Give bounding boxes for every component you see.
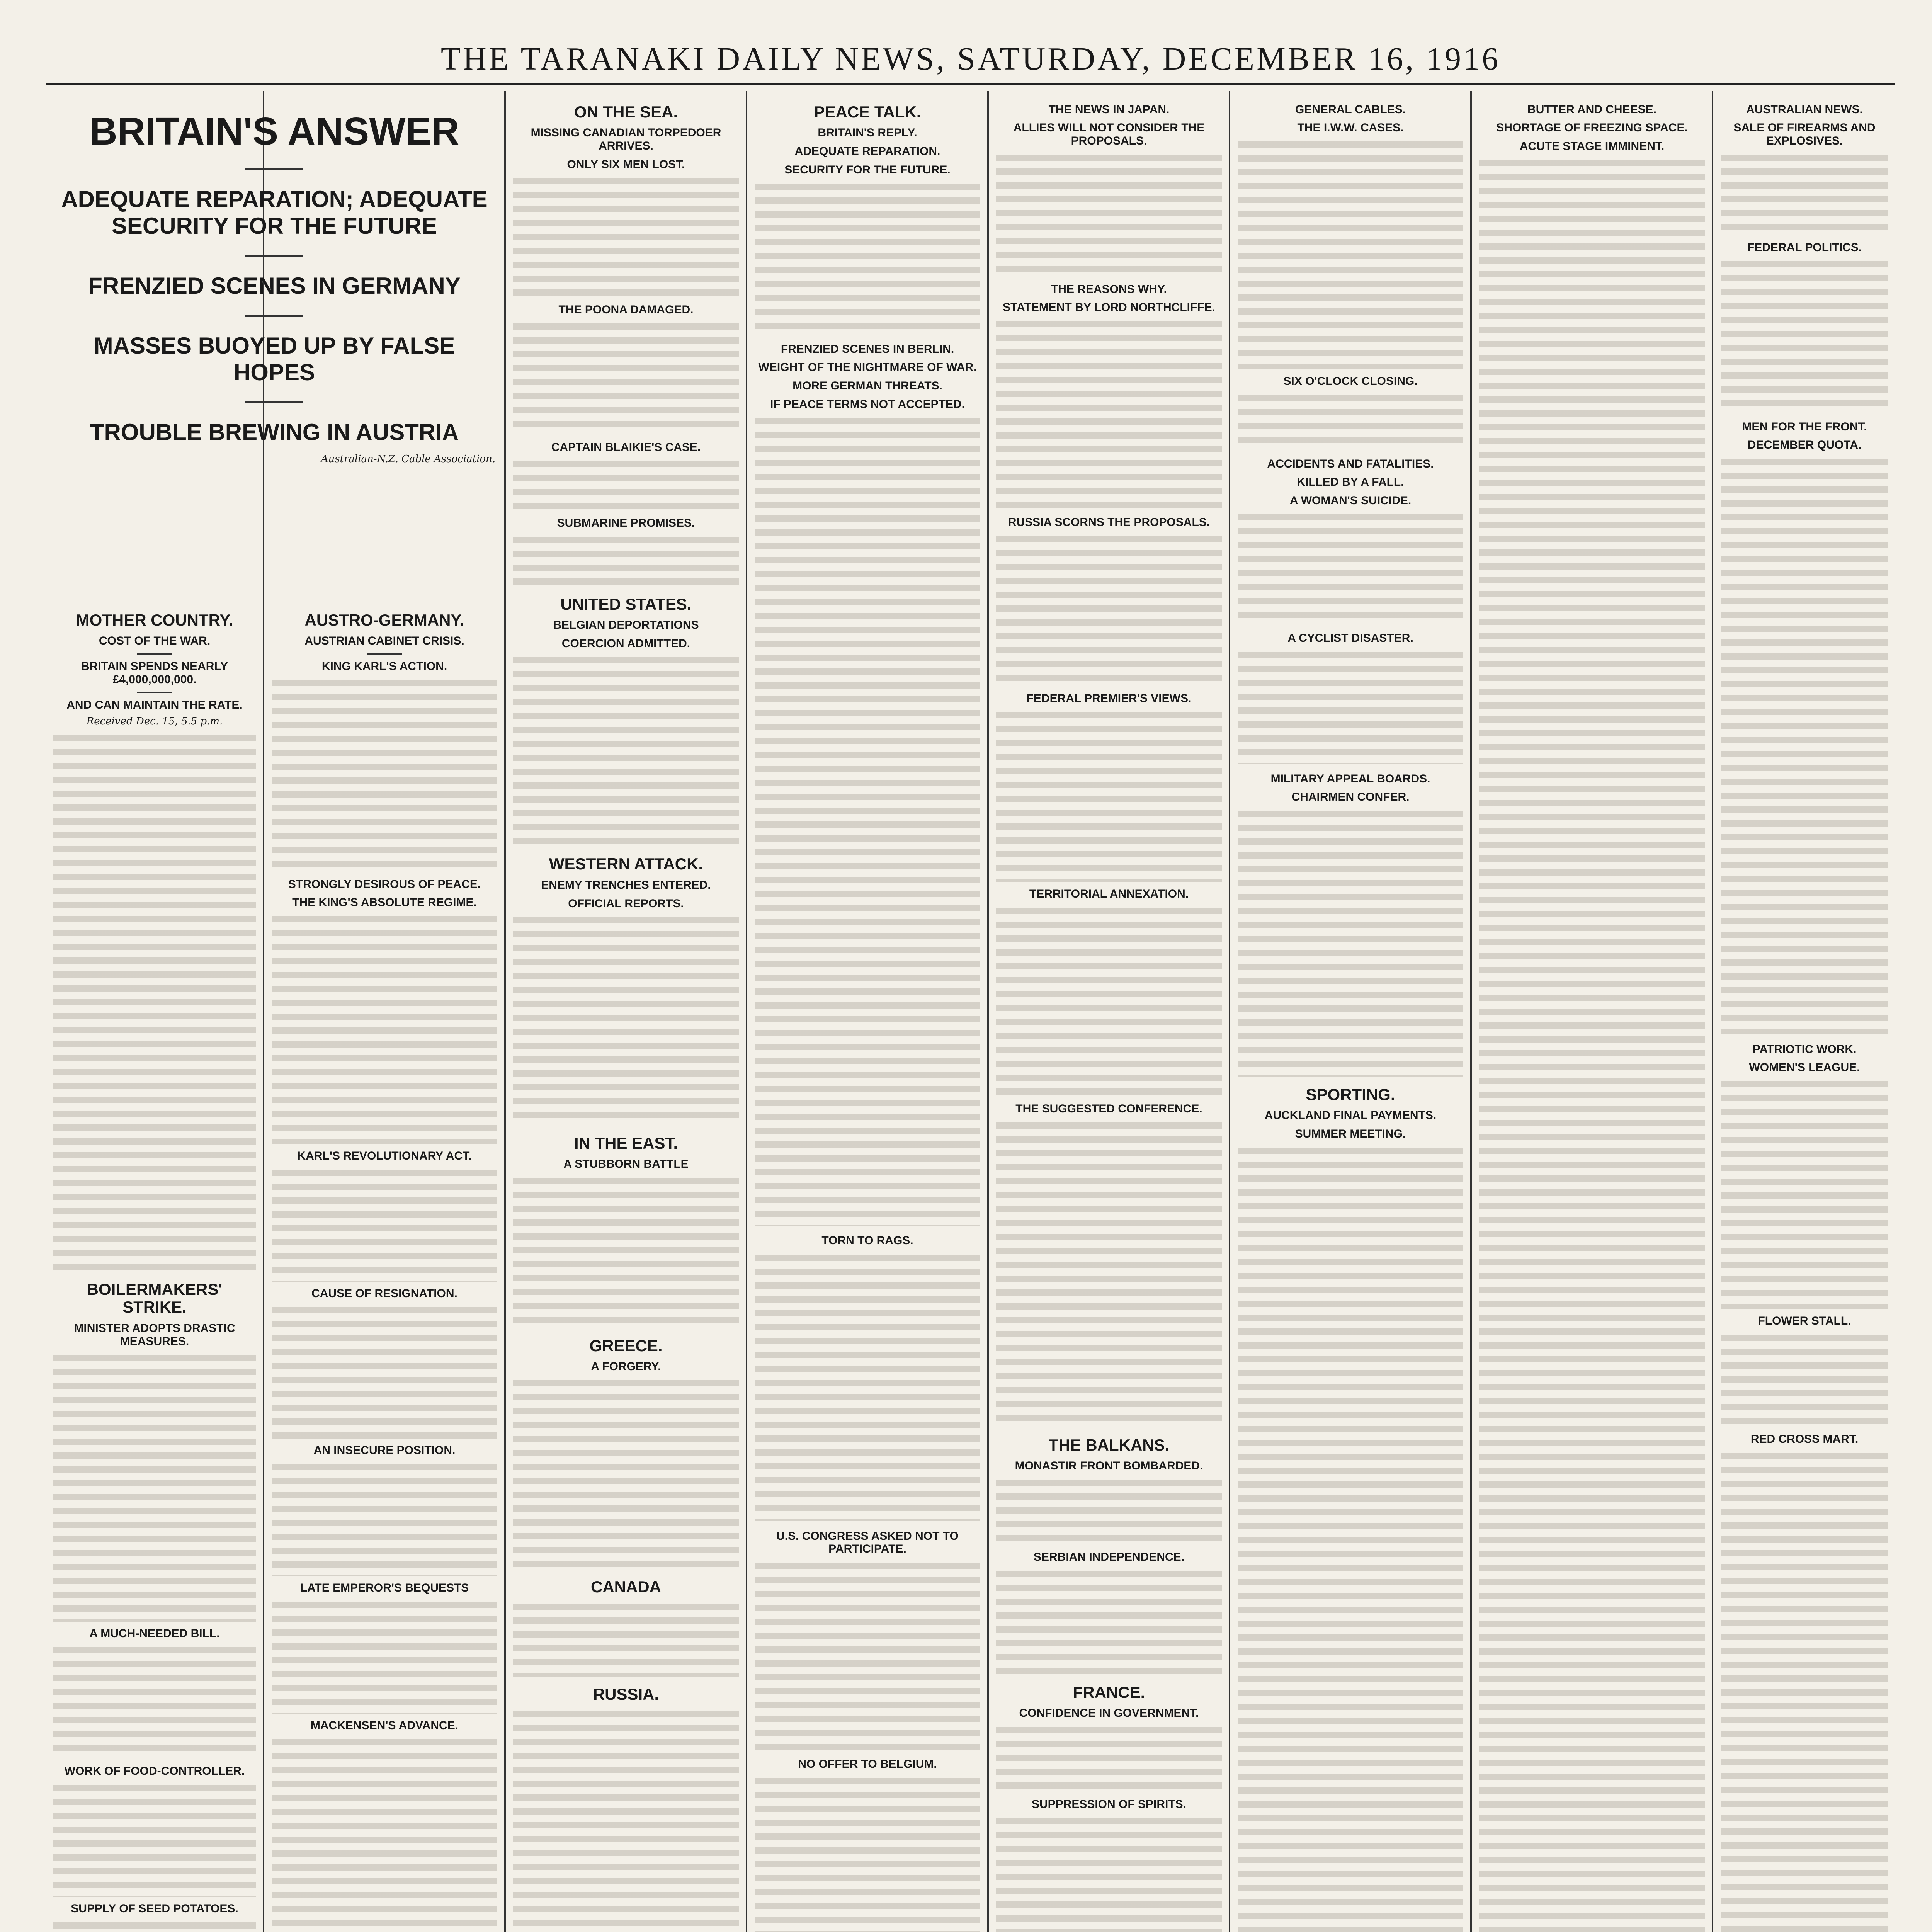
section-heading: STRONGLY DESIROUS OF PEACE. — [288, 878, 481, 891]
dateline: Received Dec. 15, 5.5 p.m. — [86, 716, 223, 728]
subheading: DECEMBER QUOTA. — [1747, 439, 1862, 451]
subheading: ENEMY TRENCHES ENTERED. — [541, 878, 711, 891]
article-text — [996, 1119, 1222, 1428]
subheading: THE I.W.W. CASES. — [1297, 121, 1404, 134]
article-text — [755, 1559, 980, 1752]
section-heading: AUSTRO-GERMANY. — [304, 611, 464, 629]
column-rule — [1712, 91, 1713, 1932]
lead-subhead: ADEQUATE REPARATION; ADEQUATE SECURITY FOR THE FUTURE — [61, 186, 488, 239]
section-heading: RUSSIA. — [593, 1685, 659, 1704]
article-text — [1721, 1331, 1888, 1427]
subheading: ADEQUATE REPARATION. — [794, 145, 940, 158]
section-heading: PATRIOTIC WORK. — [1752, 1043, 1857, 1056]
article-text — [513, 1174, 739, 1328]
subheading: KING KARL'S ACTION. — [321, 660, 447, 673]
column-rule — [1470, 91, 1472, 1932]
article-text — [272, 1303, 497, 1439]
article-text — [996, 151, 1222, 274]
subheading: STATEMENT BY LORD NORTHCLIFFE. — [1003, 301, 1215, 314]
article-text — [513, 320, 739, 435]
column-3 — [506, 95, 746, 1932]
article-text — [1238, 510, 1463, 626]
lead-story — [46, 95, 502, 585]
subheading: AUSTRIAN CABINET CRISIS. — [304, 634, 464, 648]
subheading: A WOMAN'S SUICIDE. — [1289, 494, 1412, 507]
subheading: ONLY SIX MEN LOST. — [567, 158, 685, 171]
subheading: THE KING'S ABSOLUTE REGIME. — [292, 896, 477, 909]
article-text — [272, 1735, 497, 1932]
subheading: LATE EMPEROR'S BEQUESTS — [300, 1582, 469, 1595]
article-text — [1721, 1077, 1888, 1309]
subheading: A MUCH-NEEDED BILL. — [89, 1627, 220, 1640]
section-heading: TORN TO RAGS. — [821, 1234, 913, 1247]
divider — [367, 653, 402, 655]
section-heading: BUTTER AND CHEESE. — [1527, 103, 1656, 116]
section-heading: THE BALKANS. — [1048, 1436, 1170, 1454]
divider — [245, 168, 303, 170]
article-text — [513, 174, 739, 298]
subheading: COERCION ADMITTED. — [561, 637, 690, 650]
subheading: COST OF THE WAR. — [99, 634, 211, 648]
section-heading: GENERAL CABLES. — [1295, 103, 1406, 116]
article-text — [755, 1774, 980, 1932]
article-text — [755, 1251, 980, 1521]
article-text — [755, 180, 980, 334]
column-rule — [1229, 91, 1230, 1932]
section-heading: UNITED STATES. — [560, 595, 692, 614]
section-heading: ACCIDENTS AND FATALITIES. — [1267, 457, 1434, 470]
subheading: A FORGERY. — [591, 1360, 661, 1373]
article-text — [1238, 1144, 1463, 1932]
lead-headline: BRITAIN'S ANSWER — [89, 110, 459, 153]
subheading: SUPPLY OF SEED POTATOES. — [71, 1902, 238, 1915]
article-text — [1238, 648, 1463, 764]
article-text — [513, 1707, 739, 1932]
credit-line: Australian-N.Z. Cable Association. — [321, 453, 495, 465]
article-text — [996, 904, 1222, 1097]
section-heading: PEACE TALK. — [814, 103, 921, 121]
section-heading: FRANCE. — [1073, 1683, 1145, 1702]
subheading: CONFIDENCE IN GOVERNMENT. — [1019, 1707, 1199, 1720]
article-text — [996, 708, 1222, 882]
subheading: IF PEACE TERMS NOT ACCEPTED. — [770, 398, 965, 411]
subheading: BELGIAN DEPORTATIONS — [553, 619, 699, 632]
masthead-title: THE TARANAKI DAILY NEWS, SATURDAY, DECEMBER 16, 1916 — [440, 41, 1501, 77]
article-text — [1721, 151, 1888, 236]
article-text — [996, 1567, 1222, 1675]
article-text — [272, 1598, 497, 1714]
lead-subhead: MASSES BUOYED UP BY FALSE HOPES — [94, 333, 455, 385]
subheading: MACKENSEN'S ADVANCE. — [310, 1719, 459, 1732]
subheading: CHAIRMEN CONFER. — [1291, 791, 1410, 803]
article-text — [996, 532, 1222, 687]
article-text — [53, 1781, 256, 1897]
column-7 — [1472, 95, 1712, 1932]
section-heading: ON THE SEA. — [574, 103, 678, 121]
lead-subhead: FRENZIED SCENES IN GERMANY — [88, 273, 461, 299]
section-heading: MEN FOR THE FRONT. — [1742, 420, 1867, 433]
subheading: KILLED BY A FALL. — [1297, 476, 1404, 488]
subheading: A CYCLIST DISASTER. — [1287, 632, 1413, 645]
lead-subhead: TROUBLE BREWING IN AUSTRIA — [90, 419, 459, 445]
section-heading: GREECE. — [589, 1336, 663, 1355]
column-5 — [989, 95, 1229, 1932]
subheading: WEIGHT OF THE NIGHTMARE OF WAR. — [758, 361, 977, 374]
subheading: SUBMARINE PROMISES. — [557, 517, 695, 530]
article-text — [53, 1643, 256, 1759]
divider — [245, 255, 303, 257]
section-heading: WESTERN ATTACK. — [549, 855, 703, 873]
article-text — [996, 1814, 1222, 1932]
divider — [137, 692, 172, 693]
article-text — [755, 414, 980, 1226]
article-text — [1238, 138, 1463, 369]
article-text — [513, 457, 739, 511]
divider — [245, 315, 303, 317]
section-heading: IN THE EAST. — [574, 1134, 678, 1152]
subheading: KARL'S REVOLUTIONARY ACT. — [297, 1150, 472, 1163]
article-text — [53, 1351, 256, 1622]
subheading: ALLIES WILL NOT CONSIDER THE PROPOSALS. — [1013, 121, 1205, 147]
subheading: SIX O'CLOCK CLOSING. — [1283, 375, 1418, 388]
column-4 — [748, 95, 987, 1932]
subheading: OFFICIAL REPORTS. — [568, 897, 684, 910]
column-8 — [1714, 95, 1895, 1932]
section-heading: CANADA — [591, 1577, 661, 1596]
article-text — [1238, 807, 1463, 1077]
subheading: BRITAIN'S REPLY. — [818, 126, 917, 139]
article-text — [53, 1918, 256, 1932]
subheading: THE POONA DAMAGED. — [558, 303, 694, 316]
article-text — [53, 731, 256, 1272]
subheading: FEDERAL POLITICS. — [1747, 241, 1862, 254]
subheading: MINISTER ADOPTS DRASTIC MEASURES. — [74, 1321, 235, 1348]
column-2 — [265, 603, 504, 1932]
subheading: AND CAN MAINTAIN THE RATE. — [66, 699, 243, 712]
subheading: CAUSE OF RESIGNATION. — [311, 1287, 457, 1300]
subheading: FEDERAL PREMIER'S VIEWS. — [1026, 692, 1192, 705]
section-heading: THE REASONS WHY. — [1051, 283, 1167, 296]
article-text — [996, 317, 1222, 510]
divider — [137, 653, 172, 655]
subheading: TERRITORIAL ANNEXATION. — [1029, 888, 1189, 900]
subheading: SALE OF FIREARMS AND EXPLOSIVES. — [1733, 121, 1876, 147]
section-heading: U.S. CONGRESS ASKED NOT TO PARTICIPATE. — [776, 1530, 959, 1556]
article-text — [272, 1166, 497, 1282]
section-heading: FRENZIED SCENES IN BERLIN. — [781, 343, 954, 356]
article-text — [272, 676, 497, 869]
article-text — [996, 1723, 1222, 1793]
subheading: THE SUGGESTED CONFERENCE. — [1015, 1102, 1202, 1115]
subheading: A STUBBORN BATTLE — [563, 1157, 689, 1170]
article-text — [1721, 455, 1888, 1034]
article-text — [513, 1600, 739, 1677]
article-text — [513, 1376, 739, 1570]
column-6 — [1231, 95, 1470, 1932]
article-text — [272, 1460, 497, 1576]
article-text — [1238, 391, 1463, 449]
column-rule — [987, 91, 989, 1932]
article-text — [513, 533, 739, 587]
subheading: SUPPRESSION OF SPIRITS. — [1031, 1798, 1187, 1811]
subheading: CAPTAIN BLAIKIE'S CASE. — [551, 441, 701, 454]
column-rule — [504, 91, 506, 1932]
subheading: SERBIAN INDEPENDENCE. — [1033, 1551, 1185, 1564]
section-heading: SPORTING. — [1306, 1085, 1395, 1104]
subheading: NO OFFER TO BELGIUM. — [798, 1758, 937, 1771]
subheading: ACUTE STAGE IMMINENT. — [1519, 140, 1665, 153]
subheading: MONASTIR FRONT BOMBARDED. — [1015, 1459, 1203, 1473]
section-heading: THE NEWS IN JAPAN. — [1048, 103, 1170, 116]
subheading: BRITAIN SPENDS NEARLY £4,000,000,000. — [81, 660, 228, 686]
subheading: SHORTAGE OF FREEZING SPACE. — [1496, 121, 1688, 134]
section-heading: BOILERMAKERS' STRIKE. — [87, 1280, 223, 1316]
article-text — [513, 653, 739, 847]
article-text — [513, 913, 739, 1126]
article-text — [1721, 257, 1888, 412]
article-text — [272, 912, 497, 1144]
subheading: WOMEN'S LEAGUE. — [1749, 1061, 1860, 1074]
subheading: SECURITY FOR THE FUTURE. — [784, 163, 951, 177]
section-heading: MILITARY APPEAL BOARDS. — [1270, 772, 1430, 785]
article-text — [1721, 1449, 1888, 1932]
section-heading: MOTHER COUNTRY. — [76, 611, 233, 629]
subheading: WORK OF FOOD-CONTROLLER. — [64, 1764, 245, 1777]
column-1 — [46, 603, 263, 1932]
subheading: FLOWER STALL. — [1758, 1315, 1851, 1327]
section-heading: AUSTRALIAN NEWS. — [1746, 103, 1863, 116]
masthead — [46, 37, 1895, 85]
divider — [245, 401, 303, 403]
subheading: AN INSECURE POSITION. — [313, 1444, 456, 1457]
subheading: MORE GERMAN THREATS. — [793, 379, 942, 393]
subheading: RUSSIA SCORNS THE PROPOSALS. — [1008, 516, 1210, 529]
column-rule — [746, 91, 747, 1932]
article-text — [1479, 156, 1705, 1932]
article-text — [996, 1476, 1222, 1545]
subheading: MISSING CANADIAN TORPEDOER ARRIVES. — [531, 126, 721, 153]
subheading: AUCKLAND FINAL PAYMENTS. — [1264, 1109, 1437, 1122]
subheading: RED CROSS MART. — [1750, 1433, 1859, 1446]
subheading: SUMMER MEETING. — [1295, 1128, 1406, 1141]
